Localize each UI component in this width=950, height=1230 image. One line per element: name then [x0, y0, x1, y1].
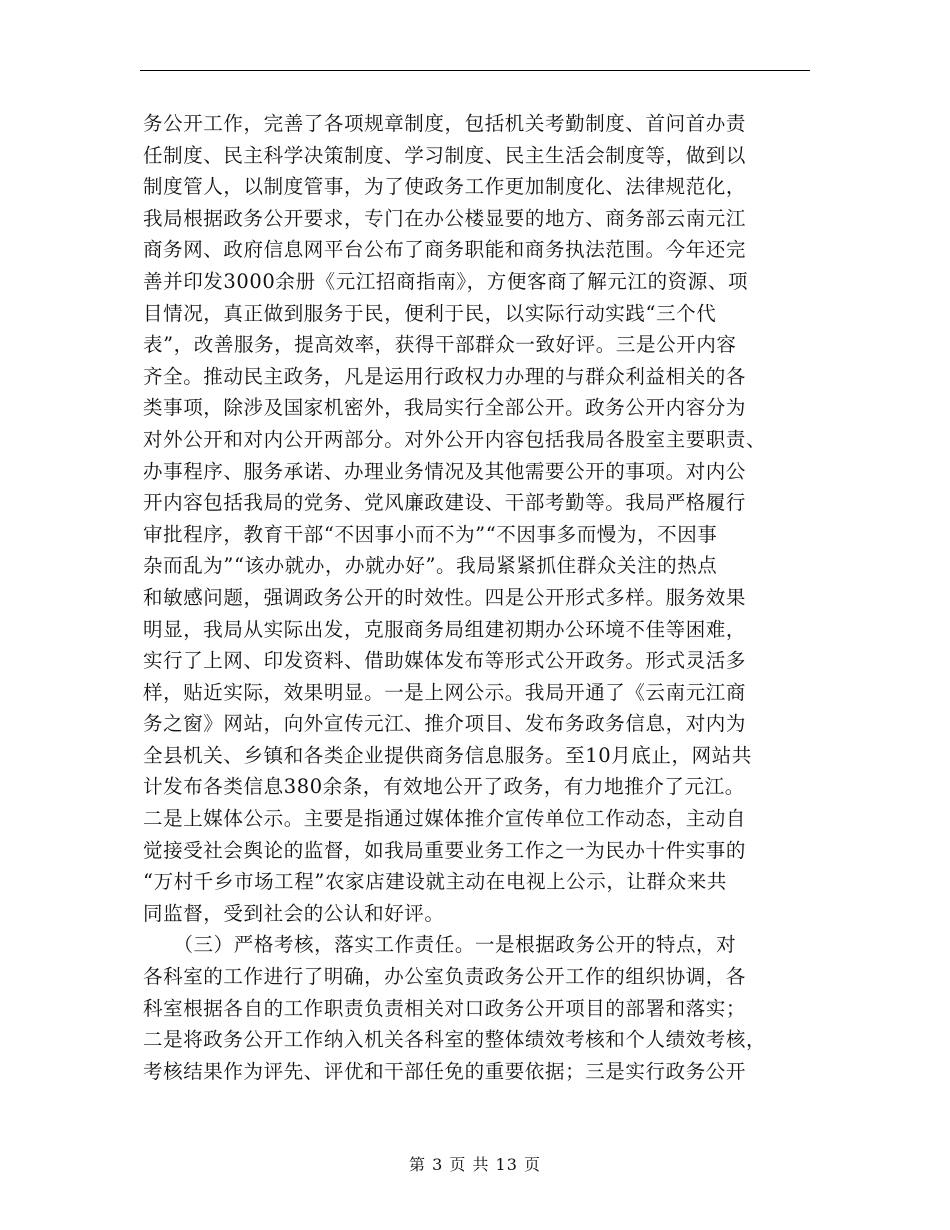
- text-line: 善并印发3000余册《元江招商指南》，方便客商了解元江的资源、项: [143, 269, 749, 293]
- text-line: 科室根据各自的工作职责负责相关对口政务公开项目的部署和落实；: [143, 996, 747, 1020]
- text-line: 齐全。推动民主政务，凡是运用行政权力办理的与群众利益相关的各: [143, 364, 747, 388]
- text-line: 样，贴近实际，效果明显。一是上网公示。我局开通了《云南元江商: [143, 680, 747, 704]
- text-line: 办事程序、服务承诺、办理业务情况及其他需要公开的事项。对内公: [143, 459, 747, 483]
- header-rule: [140, 70, 810, 71]
- text-line: 各科室的工作进行了明确，办公室负责政务公开工作的组织协调，各: [143, 965, 747, 989]
- text-line: “万村千乡市场工程”农家店建设就主动在电视上公示，让群众来共: [143, 870, 727, 894]
- text-line: 类事项，除涉及国家机密外，我局实行全部公开。政务公开内容分为: [143, 396, 747, 420]
- text-line: 商务网、政府信息网平台公布了商务职能和商务执法范围。今年还完: [143, 238, 747, 262]
- text-line: 和敏感问题，强调政务公开的时效性。四是公开形式多样。服务效果: [143, 585, 747, 609]
- text-line: 明显，我局从实际出发，克服商务局组建初期办公环境不佳等困难，: [143, 617, 747, 641]
- text-line: 二是将政务公开工作纳入机关各科室的整体绩效考核和个人绩效考核，: [143, 1028, 767, 1052]
- text-line: 全县机关、乡镇和各类企业提供商务信息服务。至10月底止，网站共: [143, 743, 752, 767]
- text-line: 务公开工作，完善了各项规章制度，包括机关考勤制度、首问首办责: [143, 112, 747, 135]
- text-line: 表”，改善服务，提高效率，获得干部群众一致好评。三是公开内容: [143, 333, 737, 357]
- page-number-footer: 第 3 页 共 13 页: [409, 1155, 541, 1174]
- text-line: 杂而乱为”“该办就办，办就办好”。我局紧紧抓住群众关注的热点: [143, 554, 718, 578]
- text-line: 制度管人，以制度管事，为了使政务工作更加制度化、法律规范化，: [143, 175, 747, 199]
- text-line: 目情况，真正做到服务于民，便利于民，以实际行动实践“三个代: [143, 301, 717, 325]
- text-line: 务之窗》网站，向外宣传元江、推介项目、发布务政务信息，对内为: [143, 712, 747, 736]
- text-line: 对外公开和对内公开两部分。对外公开内容包括我局各股室主要职责、: [143, 427, 767, 451]
- text-line: 觉接受社会舆论的监督，如我局重要业务工作之一为民办十件实事的: [143, 838, 747, 862]
- body-text: [143, 108, 813, 1087]
- text-line: 同监督，受到社会的公认和好评。: [143, 901, 445, 925]
- text-line: 任制度、民主科学决策制度、学习制度、民主生活会制度等，做到以: [143, 143, 747, 167]
- text-line: 开内容包括我局的党务、党风廉政建设、干部考勤等。我局严格履行: [143, 491, 747, 515]
- text-line: 审批程序，教育干部“不因事小而不为”“不因事多而慢为，不因事: [143, 522, 718, 546]
- text-line: 考核结果作为评先、评优和干部任免的重要依据；三是实行政务公开: [143, 1059, 747, 1083]
- text-line: 实行了上网、印发资料、借助媒体发布等形式公开政务。形式灵活多: [143, 649, 747, 673]
- text-line: 计发布各类信息380余条，有效地公开了政务，有力地推介了元江。: [143, 775, 745, 799]
- text-line: 二是上媒体公示。主要是指通过媒体推介宣传单位工作动态，主动自: [143, 807, 747, 831]
- text-line: （三）严格考核，落实工作责任。一是根据政务公开的特点，对: [143, 933, 737, 957]
- text-line: 我局根据政务公开要求，专门在办公楼显要的地方、商务部云南元江: [143, 206, 747, 230]
